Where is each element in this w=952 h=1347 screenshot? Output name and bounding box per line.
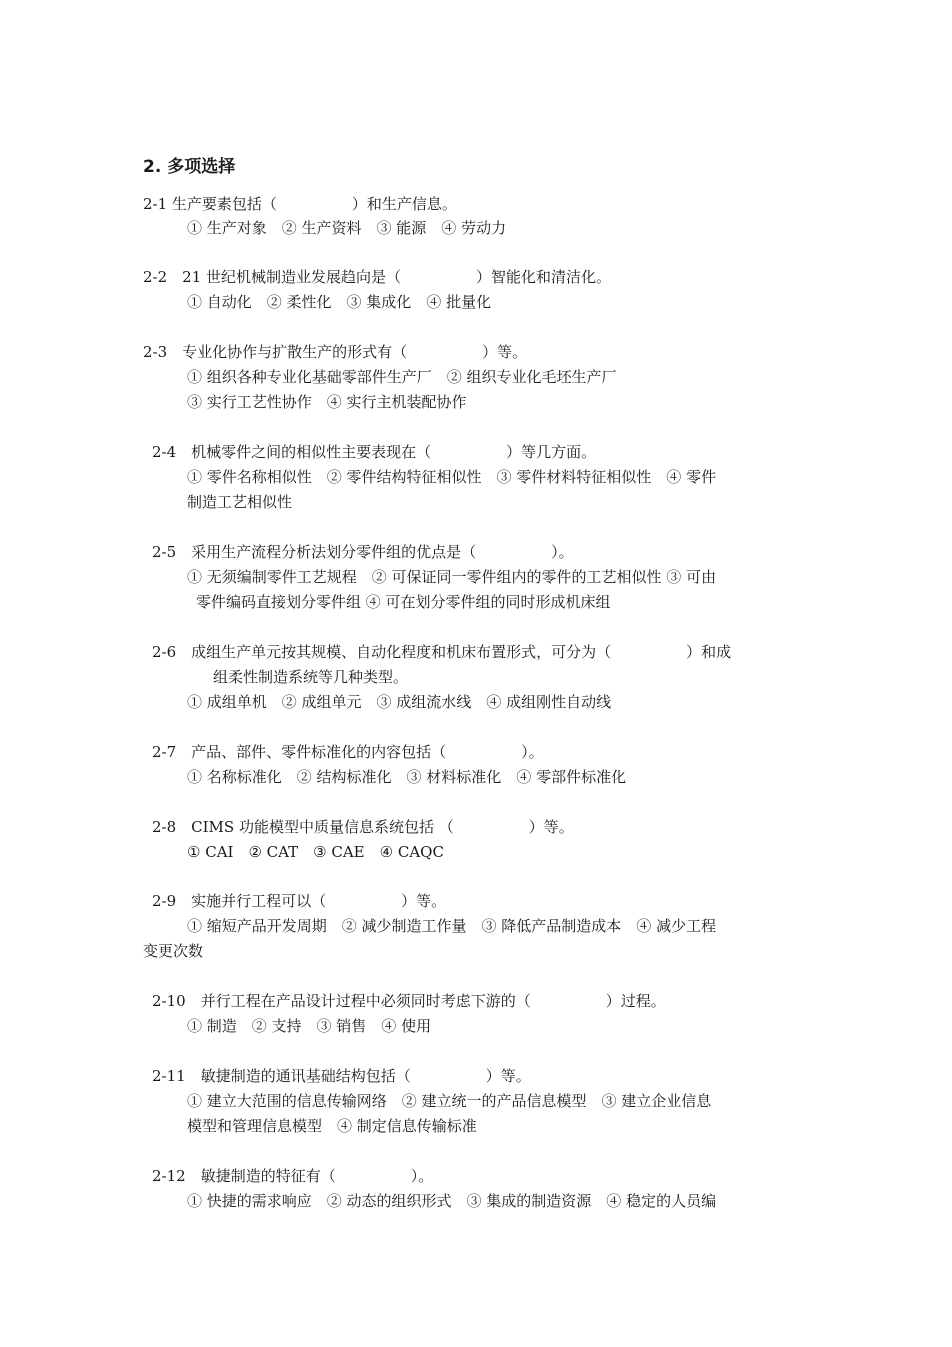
question-stem-2-4: 2-4 机械零件之间的相似性主要表现在（ ）等几方面。	[152, 443, 597, 461]
question-stem-2-9: 2-9 实施并行工程可以（ ）等。	[152, 892, 447, 910]
question-options-2-9-line2: 变更次数	[143, 942, 204, 960]
question-options-2-3-line2: ③ 实行工艺性协作 ④ 实行主机装配协作	[187, 393, 467, 411]
question-stem-2-3: 2-3 专业化协作与扩散生产的形式有（ ）等。	[143, 343, 528, 361]
question-options-2-4-line2: 制造工艺相似性	[187, 493, 293, 511]
question-options-2-1: ① 生产对象 ② 生产资料 ③ 能源 ④ 劳动力	[187, 219, 507, 237]
question-options-2-11-line1: ① 建立大范围的信息传输网络 ② 建立统一的产品信息模型 ③ 建立企业信息	[187, 1092, 712, 1110]
question-options-2-3-line1: ① 组织各种专业化基础零部件生产厂 ② 组织专业化毛坯生产厂	[187, 368, 617, 386]
question-options-2-11-line2: 模型和管理信息模型 ④ 制定信息传输标准	[187, 1117, 477, 1135]
question-options-2-12: ① 快捷的需求响应 ② 动态的组织形式 ③ 集成的制造资源 ④ 稳定的人员编	[187, 1192, 717, 1210]
section-title: 2. 多项选择	[143, 157, 236, 177]
question-options-2-7: ① 名称标准化 ② 结构标准化 ③ 材料标准化 ④ 零部件标准化	[187, 768, 627, 786]
question-options-2-4-line1: ① 零件名称相似性 ② 零件结构特征相似性 ③ 零件材料特征相似性 ④ 零件	[187, 468, 717, 486]
question-options-2-9-line1: ① 缩短产品开发周期 ② 减少制造工作量 ③ 降低产品制造成本 ④ 减少工程	[187, 917, 717, 935]
question-options-2-8: ① CAI ② CAT ③ CAE ④ CAQC	[187, 843, 444, 861]
question-options-2-6: ① 成组单机 ② 成组单元 ③ 成组流水线 ④ 成组刚性自动线	[187, 693, 612, 711]
question-stem-2-2: 2-2 21 世纪机械制造业发展趋向是（ ）智能化和清洁化。	[143, 268, 612, 286]
question-stem-2-12: 2-12 敏捷制造的特征有（ ）。	[152, 1167, 434, 1185]
question-stem-2-7: 2-7 产品、部件、零件标准化的内容包括（ ）。	[152, 743, 544, 761]
question-options-2-5-line2: 零件编码直接划分零件组 ④ 可在划分零件组的同时形成机床组	[196, 593, 611, 611]
question-stem-2-6: 2-6 成组生产单元按其规模、自动化程度和机床布置形式，可分为（ ）和成	[152, 643, 732, 661]
question-stem-2-5: 2-5 采用生产流程分析法划分零件组的优点是（ ）。	[152, 543, 574, 561]
question-options-2-2: ① 自动化 ② 柔性化 ③ 集成化 ④ 批量化	[187, 293, 492, 311]
question-stem-2-1: 2-1 生产要素包括（ ）和生产信息。	[143, 195, 457, 213]
question-stem-2-10: 2-10 并行工程在产品设计过程中必须同时考虑下游的（ ）过程。	[152, 992, 666, 1010]
question-options-2-5-line1: ① 无须编制零件工艺规程 ② 可保证同一零件组内的零件的工艺相似性 ③ 可由	[187, 568, 717, 586]
question-stem-2-8: 2-8 CIMS 功能模型中质量信息系统包括 （ ）等。	[152, 818, 574, 836]
question-stem-2-11: 2-11 敏捷制造的通讯基础结构包括（ ）等。	[152, 1067, 531, 1085]
question-options-2-10: ① 制造 ② 支持 ③ 销售 ④ 使用	[187, 1017, 432, 1035]
question-stem-2-6-cont: 组柔性制造系统等几种类型。	[213, 668, 409, 686]
